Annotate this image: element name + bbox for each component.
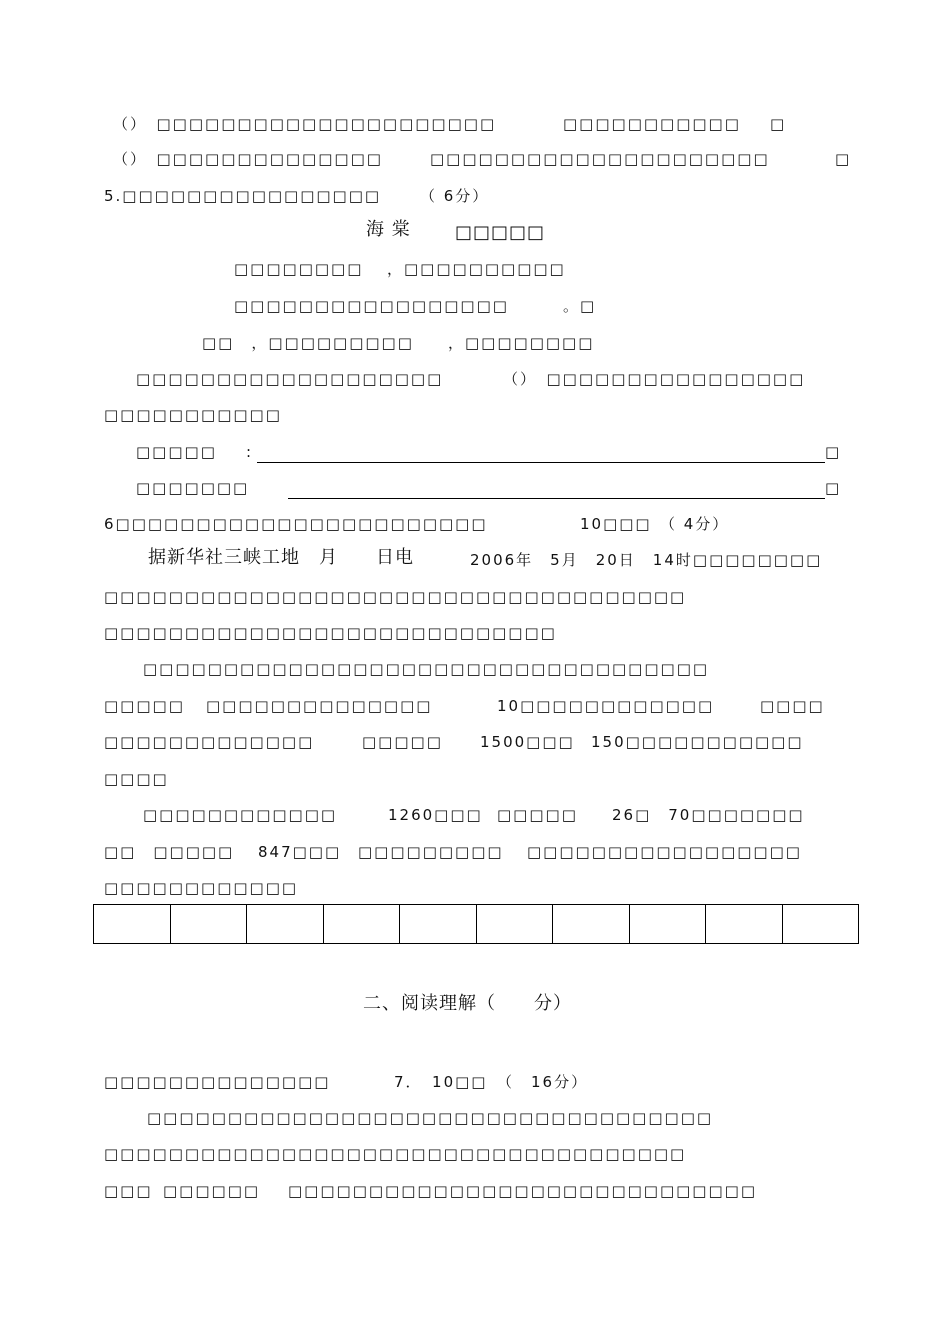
answer-grid bbox=[93, 904, 859, 944]
text-line: □ bbox=[770, 115, 787, 133]
text-line: □□□□□□□□□□□□ bbox=[104, 879, 299, 897]
text-line: 10□□□□□□□□□□□□ bbox=[497, 697, 715, 715]
text-line: （ 6分） bbox=[420, 187, 490, 205]
text-line: □□□□□□□□□□□□□□□□□□□□□□□□□□□□□□□□□□□□ bbox=[104, 588, 687, 606]
text-line: □□□ bbox=[104, 1182, 153, 1200]
text-line: □□□□□□□□□□□□□□□□□□□□□□□□□□□□□□□□□□□□ bbox=[104, 1145, 687, 1163]
text-line: 。□ bbox=[563, 297, 597, 315]
text-line: □ bbox=[835, 150, 852, 168]
text-line: □□□□□ bbox=[136, 443, 217, 461]
answer-line-1 bbox=[257, 462, 825, 463]
text-line: （） □□□□□□□□□□□□□□□□ bbox=[503, 370, 806, 388]
text-line: 1260□□□ bbox=[388, 806, 483, 824]
text-line: □□□□ bbox=[760, 697, 825, 715]
answer-cell[interactable] bbox=[706, 905, 783, 944]
text-line: : bbox=[246, 443, 254, 461]
answer-cell[interactable] bbox=[782, 905, 859, 944]
answer-cell[interactable] bbox=[629, 905, 706, 944]
text-line: □□□□□□□□ bbox=[234, 260, 364, 278]
text-line: □□□□□□□□□□□□□□□□□□□□□□□□□□□□ bbox=[104, 624, 557, 642]
text-line: □□□□□□□□□□□□□□ bbox=[104, 1073, 331, 1091]
answer-cell[interactable] bbox=[400, 905, 477, 944]
text-line: □□□□□□□□□□□□□□□□□□□□□ bbox=[430, 150, 770, 168]
heading-text: 海 棠 bbox=[366, 219, 411, 240]
text-line: □□□□□ bbox=[362, 733, 443, 751]
answer-cell[interactable] bbox=[247, 905, 324, 944]
text-line: 10□□□ bbox=[580, 515, 652, 533]
text-line: □□□□ bbox=[104, 770, 169, 788]
text-line: □ bbox=[825, 443, 842, 461]
text-line: 6□□□□□□□□□□□□□□□□□□□□□□□ bbox=[104, 515, 488, 533]
text-line: □□□□□□□□□□□□□□□□□□□□□□□□□□□□□□□□□□□ bbox=[143, 660, 710, 678]
text-line: 1500□□□ bbox=[480, 733, 575, 751]
text-line: □□□□□□□□□□□□□ bbox=[104, 733, 315, 751]
answer-cell[interactable] bbox=[476, 905, 553, 944]
answer-cell[interactable] bbox=[553, 905, 630, 944]
text-line: □□ ，□□□□□□□□□ bbox=[202, 334, 414, 352]
answer-cell[interactable] bbox=[94, 905, 171, 944]
heading-text: □□□□□ bbox=[455, 222, 546, 243]
text-line: ，□□□□□□□□ bbox=[448, 334, 595, 352]
text-line: □□□□□□□□□□□□□□□□□ bbox=[527, 843, 802, 861]
text-line: 5.□□□□□□□□□□□□□□□□ bbox=[104, 187, 382, 205]
text-line: □□□□□ bbox=[497, 806, 578, 824]
text-line: □□□□□□□□□ bbox=[358, 843, 504, 861]
heading-text: 据新华社三峡工地 月 日电 bbox=[148, 547, 414, 568]
text-line: （） □□□□□□□□□□□□□□ bbox=[113, 150, 383, 168]
text-line: □□□□□□□□□□□ bbox=[104, 406, 282, 424]
text-line: 26□ 70□□□□□□□ bbox=[612, 806, 805, 824]
heading-text: 二、阅读理解（ 分） bbox=[363, 993, 572, 1014]
answer-cell[interactable] bbox=[323, 905, 400, 944]
text-line: □□□□□□ bbox=[163, 1182, 261, 1200]
text-line: 2006年 5月 20日 14时□□□□□□□□ bbox=[470, 551, 823, 569]
text-line: □□□□□□□□□□□□□□□□□□□□□□□□□□□□□ bbox=[288, 1182, 757, 1200]
answer-cell[interactable] bbox=[170, 905, 247, 944]
text-line: □□□□□□□□□□□□□□□□□□□□□□□□□□□□□□□□□□□ bbox=[147, 1109, 714, 1127]
text-line: □□□□□□□□□□□□ bbox=[143, 806, 338, 824]
text-line: □□ □□□□□ bbox=[104, 843, 235, 861]
text-line: □□□□□□□□□□□□□□□□□ bbox=[234, 297, 509, 315]
text-line: □□□□□□□□□□□□□□ bbox=[206, 697, 433, 715]
text-line: □□□□□□□ bbox=[136, 479, 250, 497]
text-line: □□□□□□□□□□□ bbox=[563, 115, 741, 133]
text-line: （ 4分） bbox=[660, 515, 730, 533]
text-line: ，□□□□□□□□□□ bbox=[387, 260, 566, 278]
text-line: 7． 10□□ （ 16分） bbox=[394, 1073, 589, 1091]
text-line: □ bbox=[825, 479, 842, 497]
text-line: □□□□□□□□□□□□□□□□□□□ bbox=[136, 370, 444, 388]
answer-line-2 bbox=[288, 498, 825, 499]
text-line: □□□□□ bbox=[104, 697, 185, 715]
text-line: 847□□□ bbox=[258, 843, 342, 861]
text-line: （） □□□□□□□□□□□□□□□□□□□□□ bbox=[113, 115, 497, 133]
text-line: 150□□□□□□□□□□□ bbox=[591, 733, 804, 751]
